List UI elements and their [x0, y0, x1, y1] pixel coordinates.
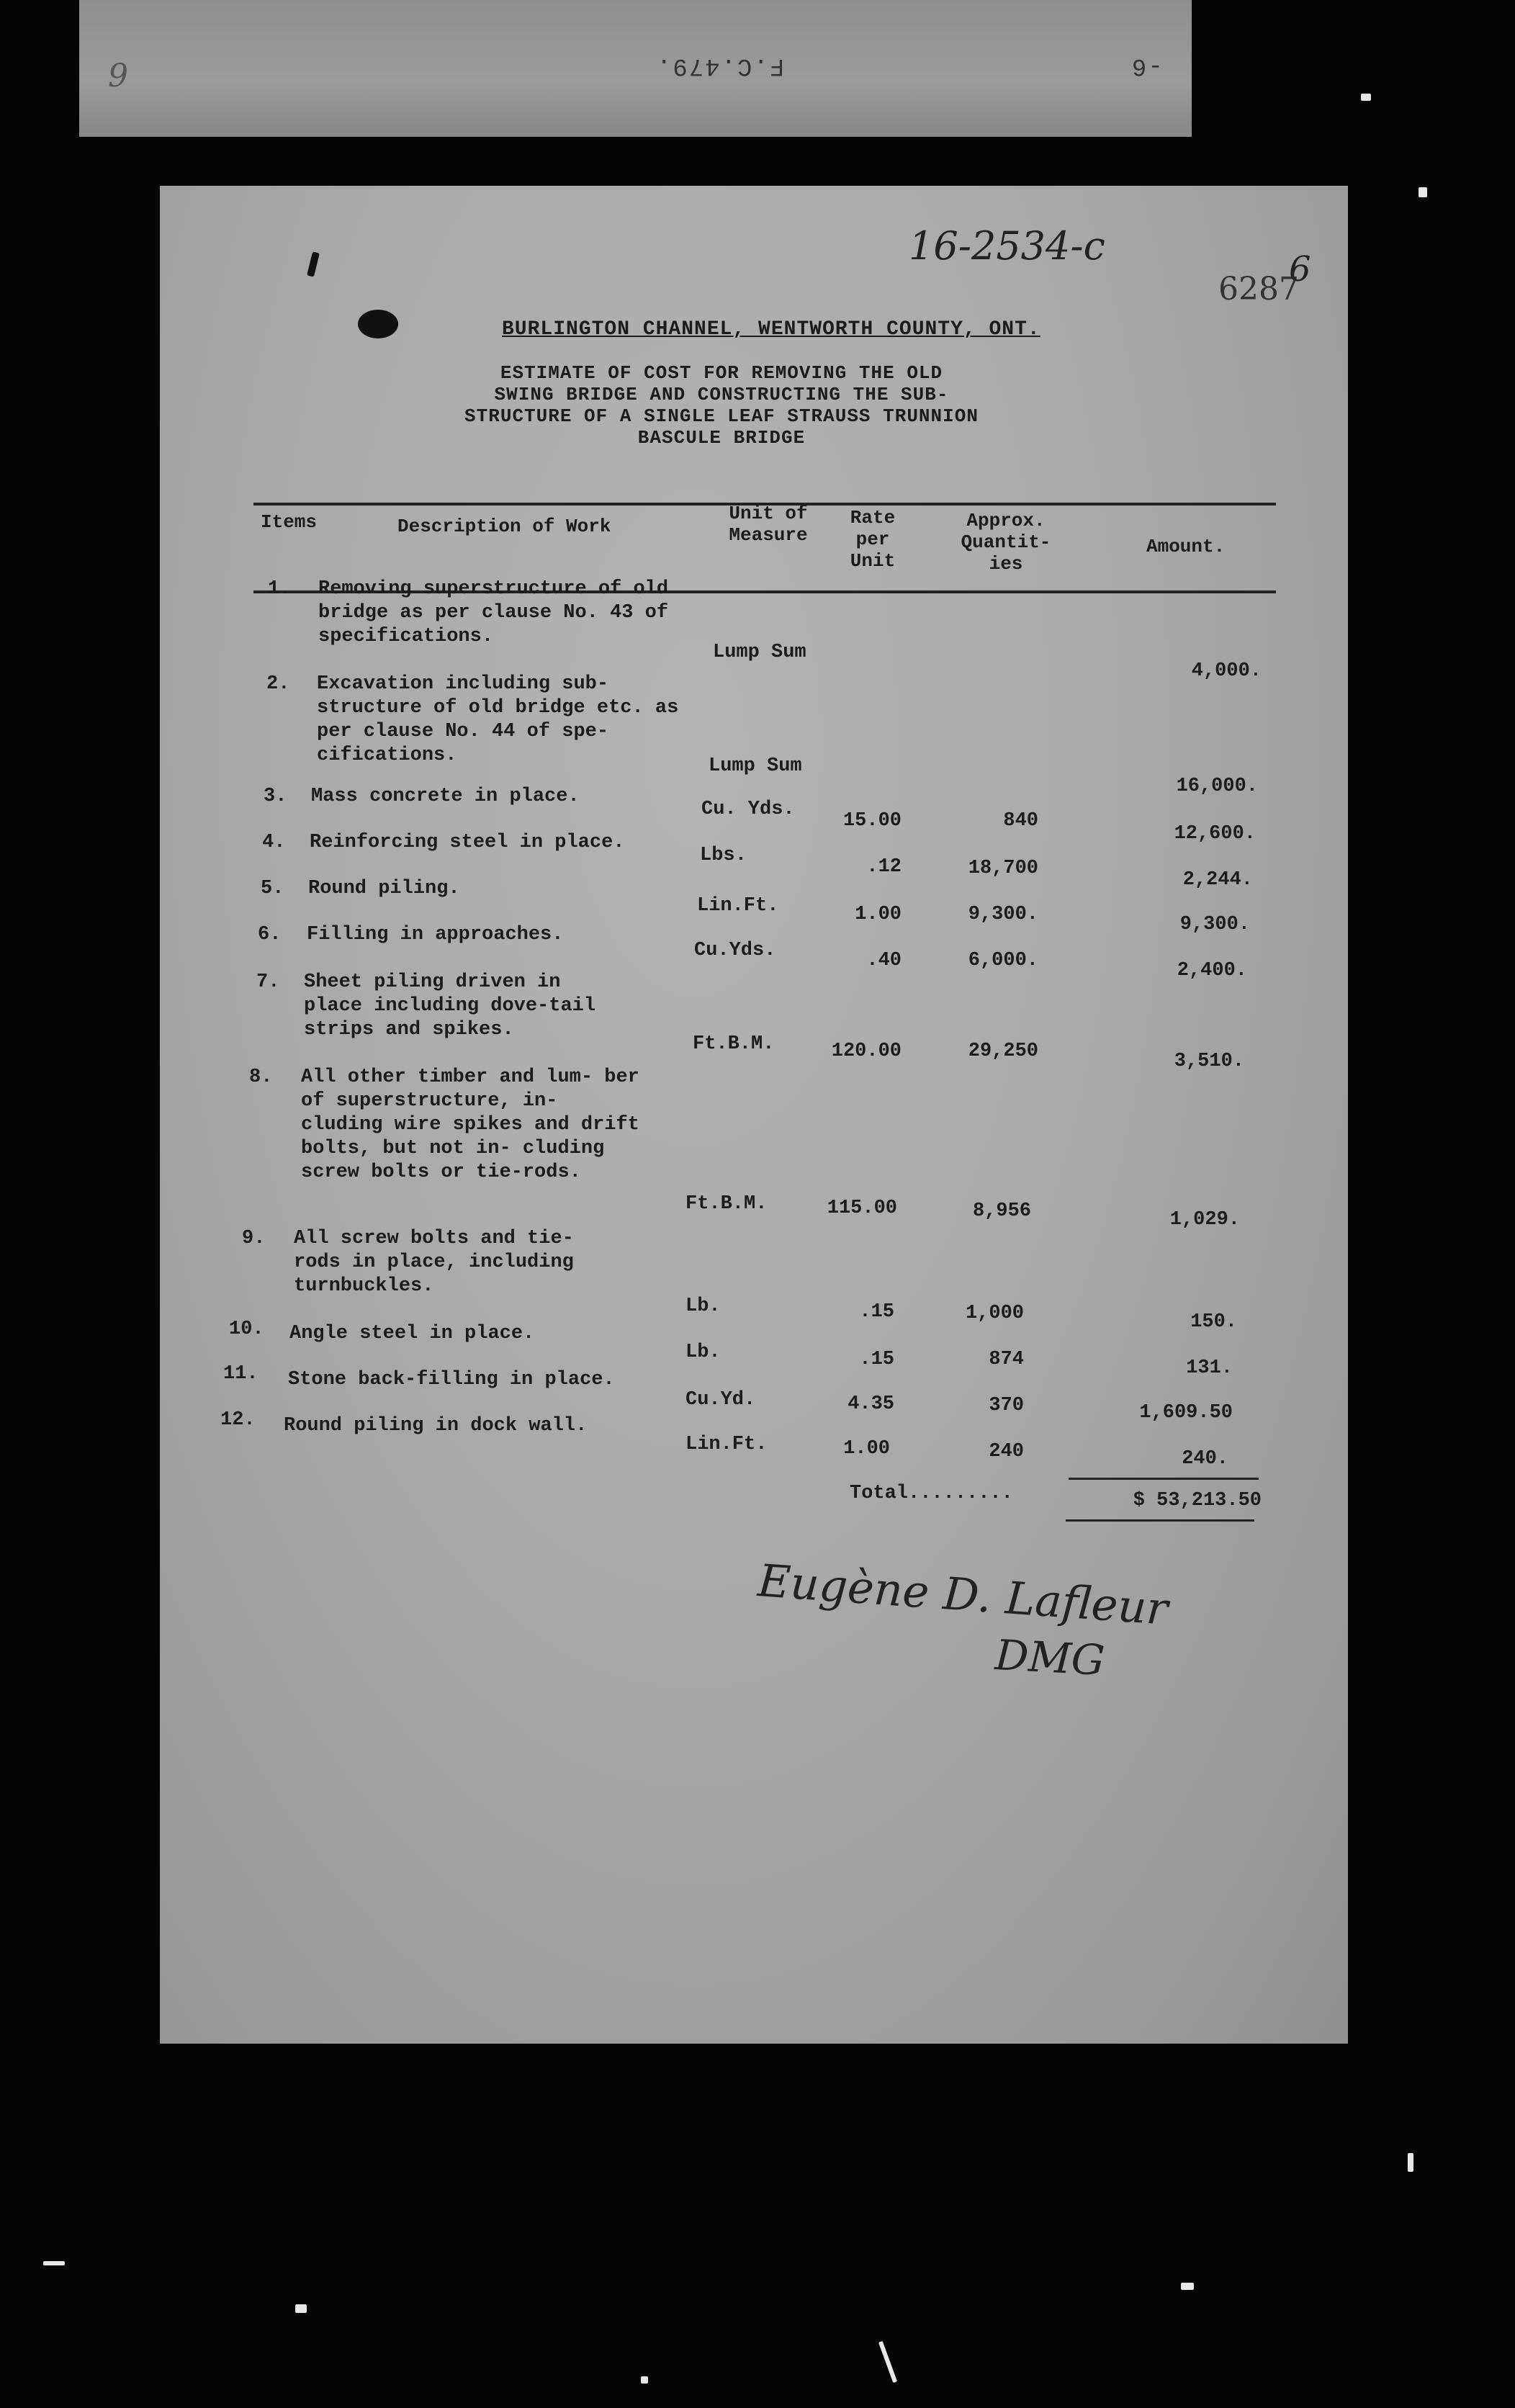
row-quantity: 874: [989, 1349, 1024, 1370]
row-quantity: 240: [989, 1441, 1024, 1463]
dust-speck: [1361, 94, 1371, 101]
row-rate: .15: [859, 1301, 894, 1323]
row-unit: Lb.: [685, 1295, 721, 1317]
facing-page-corner-mark: 9: [108, 58, 128, 94]
column-header-unit: Unit of Measure: [729, 503, 808, 546]
row-unit: Lb.: [685, 1342, 721, 1363]
total-underline: [1066, 1519, 1254, 1522]
row-quantity: 18,700: [968, 858, 1038, 879]
document-subtitle: [433, 362, 1010, 449]
row-amount: 9,300.: [1179, 914, 1250, 935]
row-unit: Lump Sum: [709, 755, 802, 777]
column-header-amount: Amount.: [1146, 536, 1226, 557]
facing-page-strip: [79, 0, 1192, 137]
row-quantity: 840: [1003, 810, 1038, 832]
row-amount: 2,244.: [1182, 869, 1253, 891]
row-rate: 4.35: [848, 1393, 894, 1415]
row-amount: 131.: [1186, 1357, 1233, 1379]
folio-number: 6287: [1218, 271, 1299, 307]
dust-speck: [1181, 2283, 1194, 2290]
dust-speck: [43, 2261, 65, 2265]
facing-page-number: -6: [1130, 52, 1163, 79]
total-amount: $ 53,213.50: [1133, 1490, 1262, 1511]
row-description: Mass concrete in place.: [311, 786, 580, 807]
row-quantity: 8,956: [972, 1200, 1031, 1222]
row-amount: 2,400.: [1177, 960, 1247, 981]
row-rate: 15.00: [842, 810, 902, 832]
row-description: Sheet piling driven in place including dove-tail strips and spikes.: [304, 971, 596, 1041]
column-header-quantity: Approx. Quantit- ies: [961, 510, 1051, 575]
subtitle-line: ESTIMATE OF COST FOR REMOVING THE OLD: [500, 362, 943, 384]
row-rate: 120.00: [831, 1041, 902, 1062]
row-description: Filling in approaches.: [307, 924, 564, 945]
subtitle-line: STRUCTURE OF A SINGLE LEAF STRAUSS TRUNNION: [464, 405, 979, 427]
row-description: Removing superstructure of old bridge as per clause No. 43 of specifications.: [318, 578, 669, 647]
row-description: All other timber and lum- ber of superstructure, in- cluding wire spikes and drift bolts, but not in- cluding screw bolts or tie-rods.: [301, 1066, 639, 1183]
row-description: Reinforcing steel in place.: [310, 832, 625, 853]
row-unit: Cu. Yds.: [701, 799, 795, 820]
subtitle-line: SWING BRIDGE AND CONSTRUCTING THE SUB-: [494, 384, 949, 405]
row-item-number: 5.: [261, 878, 284, 899]
document-sheet: [160, 186, 1348, 2044]
row-unit: Ft.B.M.: [693, 1033, 775, 1055]
column-header-rate: Rate per Unit: [850, 507, 896, 572]
row-rate: .12: [866, 856, 902, 878]
row-item-number: 4.: [262, 832, 286, 853]
dust-speck: [1408, 2153, 1413, 2172]
signature-initials: DMG: [994, 1630, 1106, 1685]
row-amount: 1,029.: [1169, 1209, 1240, 1231]
row-item-number: 8.: [249, 1066, 273, 1088]
row-amount: 1,609.50: [1139, 1402, 1233, 1424]
row-rate: .40: [866, 950, 902, 971]
row-description: Stone back-filling in place.: [288, 1369, 615, 1391]
row-unit: Lin.Ft.: [685, 1434, 768, 1455]
row-item-number: 3.: [264, 786, 287, 807]
row-description: Round piling.: [308, 878, 460, 899]
row-unit: Ft.B.M.: [685, 1193, 768, 1215]
row-quantity: 370: [989, 1395, 1024, 1416]
dust-speck: [641, 2376, 648, 2384]
row-item-number: 10.: [229, 1318, 264, 1340]
row-quantity: 9,300.: [968, 904, 1038, 925]
row-amount: 150.: [1190, 1311, 1237, 1333]
row-unit: Lump Sum: [713, 642, 806, 663]
row-item-number: 2.: [266, 673, 290, 695]
row-amount: 4,000.: [1191, 660, 1262, 682]
row-unit: Cu.Yds.: [694, 940, 776, 961]
folio-suffix: 6: [1289, 249, 1311, 289]
signature-name: Eugène D. Lafleur: [756, 1554, 1170, 1635]
subtotal-rule: [1069, 1478, 1259, 1480]
row-item-number: 11.: [223, 1363, 259, 1385]
column-header-description: Description of Work: [397, 516, 611, 537]
row-description: Round piling in dock wall.: [284, 1415, 588, 1437]
row-rate: 1.00: [843, 1438, 890, 1460]
row-item-number: 1.: [268, 578, 292, 600]
row-quantity: 6,000.: [968, 950, 1038, 971]
row-rate: .15: [859, 1349, 894, 1370]
handwritten-file-reference: 16-2534-c: [909, 223, 1105, 269]
row-description: Angle steel in place.: [289, 1323, 535, 1344]
row-rate: 1.00: [855, 904, 902, 925]
row-description: Excavation including sub- structure of old bridge etc. as per clause No. 44 of spe- cifications.: [317, 673, 679, 766]
row-unit: Cu.Yd.: [685, 1389, 756, 1411]
row-amount: 12,600.: [1174, 823, 1256, 845]
row-quantity: 29,250: [968, 1041, 1038, 1062]
row-description: All screw bolts and tie- rods in place, including turnbuckles.: [294, 1228, 574, 1297]
row-quantity: 1,000: [965, 1303, 1024, 1324]
row-item-number: 6.: [258, 924, 282, 945]
row-rate: 115.00: [827, 1198, 897, 1219]
row-amount: 3,510.: [1174, 1051, 1244, 1072]
column-header-items: Items: [261, 511, 318, 533]
row-amount: 16,000.: [1176, 776, 1258, 797]
facing-page-file-ref: F.C.479.: [655, 52, 785, 79]
ink-blot: [358, 310, 398, 338]
row-unit: Lin.Ft.: [697, 895, 779, 917]
total-label: Total.........: [850, 1483, 1013, 1504]
row-amount: 240.: [1182, 1448, 1228, 1470]
row-unit: Lbs.: [700, 845, 747, 866]
dust-speck: [878, 2341, 897, 2383]
document-title: BURLINGTON CHANNEL, WENTWORTH COUNTY, ONT.: [502, 318, 1040, 341]
subtitle-line: BASCULE BRIDGE: [637, 427, 806, 449]
row-item-number: 12.: [220, 1409, 256, 1431]
row-item-number: 9.: [242, 1228, 266, 1249]
row-item-number: 7.: [256, 971, 280, 993]
dust-speck: [1419, 187, 1427, 197]
dust-speck: [295, 2304, 307, 2313]
ink-tick-mark: [307, 251, 320, 277]
